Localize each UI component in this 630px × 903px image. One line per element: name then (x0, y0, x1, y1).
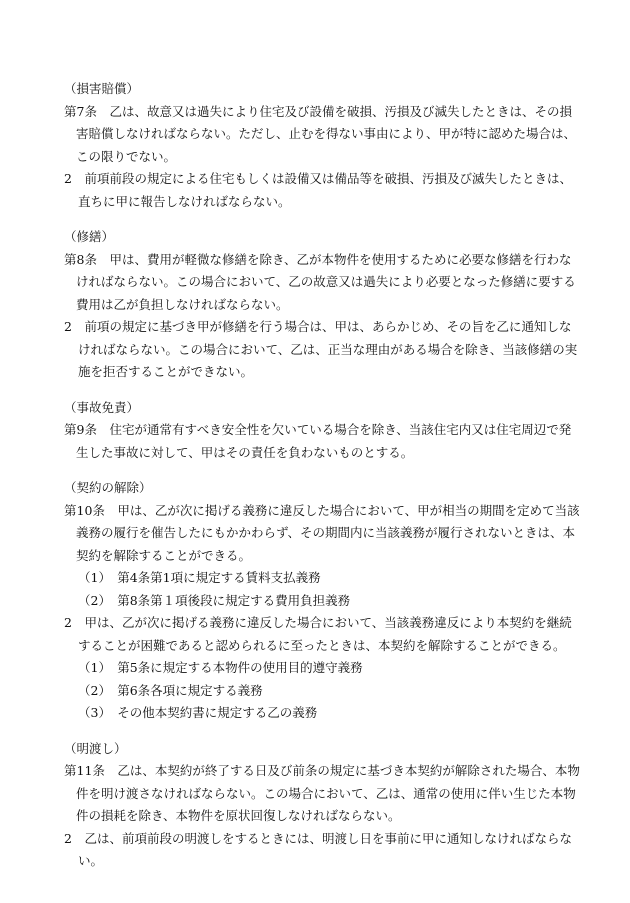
section-heading: （損害賠償） (64, 81, 140, 96)
list-item: （1） 第4条第1項に規定する賃料支払義務 (78, 570, 321, 585)
section-repairs (64, 226, 582, 384)
section-heading: （契約の解除） (64, 480, 152, 495)
section-heading: （事故免責） (64, 399, 140, 415)
article-10-clause-1: 第10条 甲は、乙が次に掲げる義務に違反した場合において、甲が相当の期間を定めて当該義務の履行を催告したにもかかわらず、その期間内に当該義務が履行されないときは、本契約を解除することができる。 (64, 502, 580, 563)
section-heading: （明渡し） (64, 740, 127, 756)
list-item: （1） 第5条に規定する本物件の使用目的遵守義務 (78, 660, 363, 675)
section-surrender (64, 738, 582, 873)
article-10-clause-2: 2 甲は、乙が次に掲げる義務に違反した場合において、当該義務違反により本契約を継続することが困難であると認められるに至ったときは、本契約を解除することができる。 (64, 615, 572, 653)
article-9-clause-1: 第9条 住宅が通常有すべき安全性を欠いている場合を除き、当該住宅内又は住宅周辺で発生した事故に対して、甲はその責任を負わないものとする。 (64, 422, 572, 460)
article-7-clause-1: 第7条 乙は、故意又は過失により住宅及び設備を破損、汚損及び滅失したときは、その損害賠償しなければならない。ただし、止むを得ない事由により、甲が特に認めた場合は、この限りでない。 (64, 103, 577, 164)
article-11-clause-1: 第11条 乙は、本契約が終了する日及び前条の規定に基づき本契約が解除された場合、本物件を明け渡さなければならない。この場合において、乙は、通常の使用に伴い生じた本物件の損耗を除き、本物件を原状回復しなければならない。 (64, 763, 580, 823)
article-8-clause-1: 第8条 甲は、費用が軽微な修繕を除き、乙が本物件を使用するために必要な修繕を行わなければならない。この場合において、乙の故意又は過失により必要となった修繕に要する費用は乙が負担しなければならない。 (64, 251, 576, 312)
list-item: （2） 第8条第１項後段に規定する費用負担義務 (78, 592, 351, 608)
article-11-clause-2: 2 乙は、前項前段の明渡しをするときには、明渡し日を事前に甲に通知しなければならない。 (64, 830, 572, 868)
list-item: （3） その他本契約書に規定する乙の義務 (78, 705, 318, 720)
section-contract-termination (64, 477, 582, 725)
article-7-clause-2: 2 前項前段の規定による住宅もしくは設備又は備品等を破損、汚損及び滅失したときは、直ちに甲に報告しなければならない。 (64, 171, 572, 209)
section-accident-exemption (64, 397, 582, 465)
section-damages (64, 78, 582, 213)
article-8-clause-2: 2 前項の規定に基づき甲が修繕を行う場合は、甲は、あらかじめ、その旨を乙に通知しなければならない。この場合において、乙は、正当な理由がある場合を除き、当該修繕の実施を拒否することができない。 (64, 319, 578, 379)
list-item: （2） 第6条各項に規定する義務 (78, 682, 263, 698)
section-heading: （修繕） (64, 229, 115, 244)
